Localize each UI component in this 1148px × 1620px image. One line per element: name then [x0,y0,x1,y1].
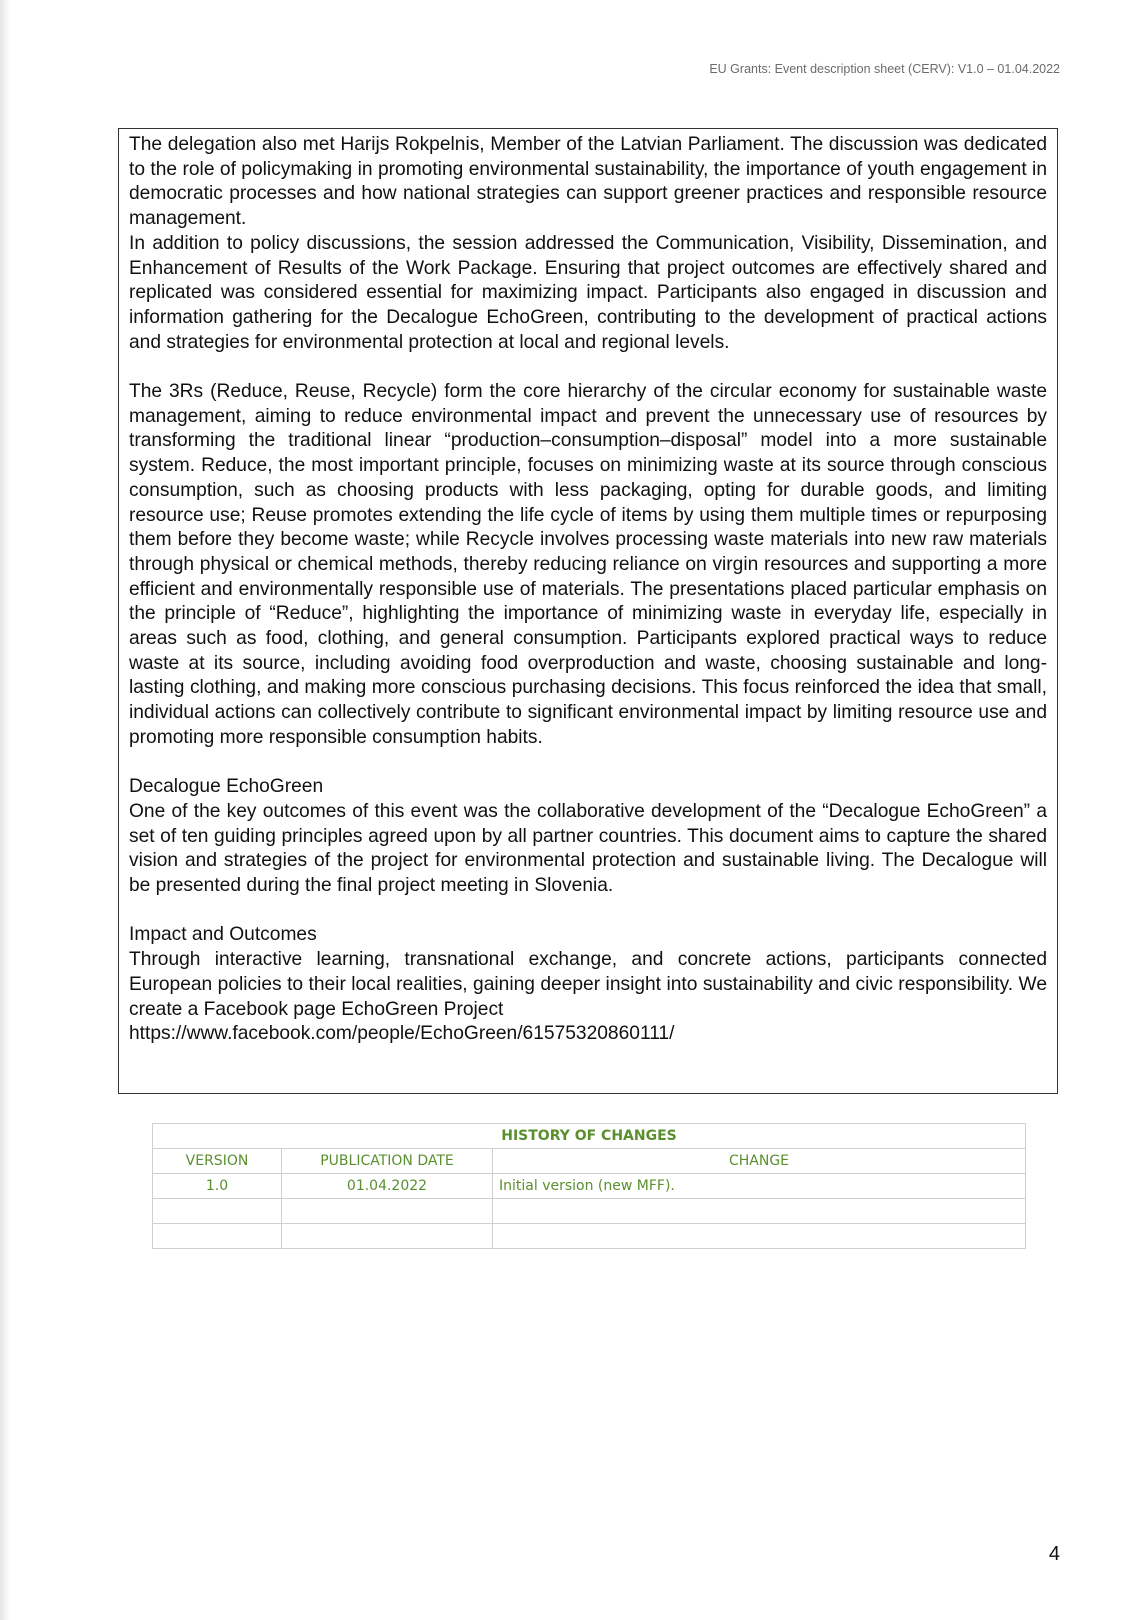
table-row-empty [153,1199,1026,1224]
cell-empty [153,1199,282,1224]
paragraph-decalogue: One of the key outcomes of this event was the collaborative development of the “Decalogue EchoGreen” a set of ten guiding principles agreed upon by all partner countries. This document aims to capture the shared vision and strategies of the project for environmental protection and sustainable living. The Decalogue will be presented during the final project meeting in Slovenia. [129,800,1047,897]
column-header-change: CHANGE [493,1149,1026,1174]
paragraph-policy-discussions: In addition to policy discussions, the session addressed the Communication, Visibility, Dissemination, and Enhancement of Results of the Work Package. Ensuring that project outcomes are effectively shared and replicated was considered essential for maximizing impact. Participants also engaged in discussion and information gathering for the Decalogue EchoGreen, contributing to the development of practical actions and strategies for environmental protection at local and regional levels. [129,232,1047,353]
history-of-changes-table [152,1123,1026,1249]
section-heading-decalogue: Decalogue EchoGreen [129,776,324,798]
paragraph-spacer [129,751,1047,776]
column-header-publication-date: PUBLICATION DATE [282,1149,493,1174]
cell-change: Initial version (new MFF). [493,1174,1026,1199]
paragraph-delegation: The delegation also met Harijs Rokpelnis, Member of the Latvian Parliament. The discussion was dedicated to the role of policymaking in promoting environmental sustainability, the importance of youth engagement in democratic processes and how national strategies can support greener practices and responsible resource management. [129,134,1047,230]
cell-empty [282,1224,493,1249]
page-header: EU Grants: Event description sheet (CERV): V1.0 – 01.04.2022 [709,62,1060,76]
section-heading-impact: Impact and Outcomes [129,924,317,946]
facebook-link[interactable]: https://www.facebook.com/people/EchoGreen/61575320860111/ [129,1023,675,1045]
paragraph-spacer [129,355,1047,380]
cell-publication-date: 01.04.2022 [282,1174,493,1199]
page-left-edge-shadow [0,0,10,1620]
cell-empty [493,1199,1026,1224]
cell-empty [153,1224,282,1249]
content-box [118,128,1058,1094]
table-header-row [153,1149,1026,1174]
cell-version: 1.0 [153,1174,282,1199]
table-row-empty [153,1224,1026,1249]
column-header-version: VERSION [153,1149,282,1174]
table-title: HISTORY OF CHANGES [153,1124,1026,1149]
paragraph-spacer [129,899,1047,924]
paragraph-3rs: The 3Rs (Reduce, Reuse, Recycle) form the core hierarchy of the circular economy for sustainable waste management, aiming to reduce environmental impact and prevent the unnecessary use of resources by transforming the traditional linear “production–consumption–disposal” model into a more sustainable system. Reduce, the most important principle, focuses on minimizing waste at its source through conscious consumption, such as choosing products with less packaging, opting for durable goods, and limiting resource use; Reuse promotes extending the life cycle of items by using them multiple times or repurposing them before they become waste; while Recycle involves processing waste materials into new raw materials through physical or chemical methods, thereby reducing reliance on virgin resources and supporting a more efficient and environmentally responsible use of materials. The presentations placed particular emphasis on the principle of “Reduce”, highlighting the importance of minimizing waste in everyday life, especially in areas such as food, clothing, and general consumption. Participants explored practical ways to reduce waste at its source, including avoiding food overproduction and waste, choosing sustainable and long-lasting clothing, and making more conscious purchasing decisions. This focus reinforced the idea that small, individual actions can collectively contribute to significant environmental impact by limiting resource use and promoting more responsible consumption habits. [129,381,1047,748]
cell-empty [493,1224,1026,1249]
page-number: 4 [1048,1543,1060,1565]
table-row [153,1174,1026,1199]
table-title-row [153,1124,1026,1149]
cell-empty [282,1199,493,1224]
paragraph-impact: Through interactive learning, transnational exchange, and concrete actions, participants connected European policies to their local realities, gaining deeper insight into sustainability and civic responsibility. We create a Facebook page EchoGreen Project [129,949,1047,1020]
